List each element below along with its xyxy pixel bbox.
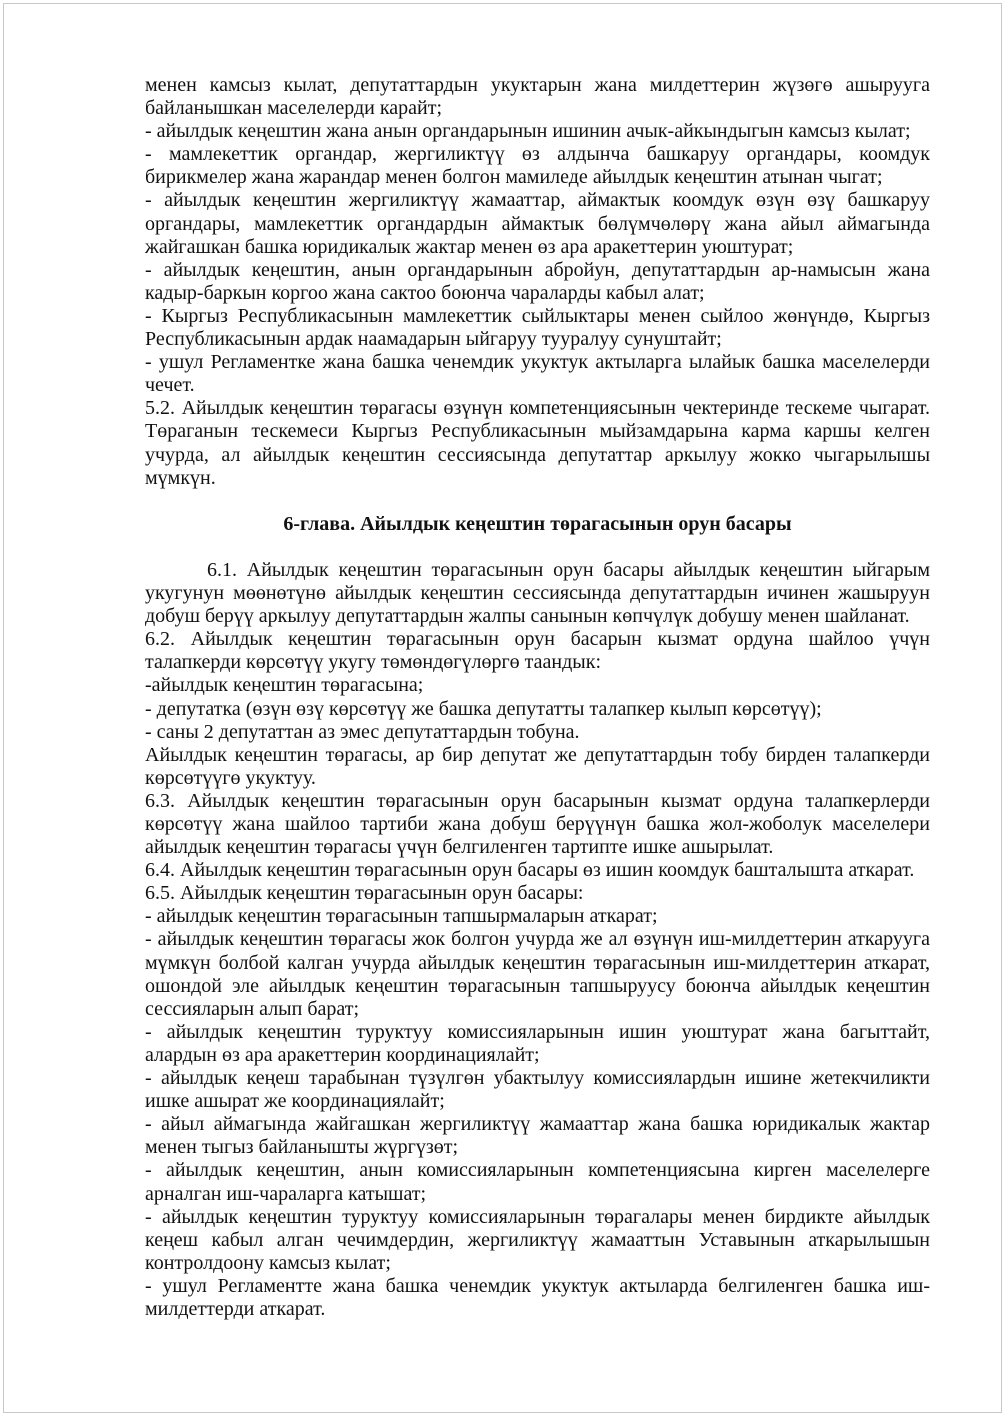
text-line: сессияларын алып барат; — [145, 997, 360, 1020]
paragraph — [145, 189, 930, 258]
paragraph — [145, 928, 930, 1020]
paragraph — [145, 397, 930, 489]
text-line: кадыр-баркын коргоо жана сактоо боюнча чараларды кабыл алат; — [145, 281, 705, 304]
paragraph — [145, 882, 930, 905]
text-line: - депутатка (өзүн өзү көрсөтүү же башка депутатты талапкер кылып көрсөтүү); — [145, 697, 822, 720]
text-line: - айылдык кеңештин, анын комиссияларынын компетенциясына кирген маселелерге — [145, 1159, 930, 1182]
paragraph — [145, 1159, 930, 1205]
paragraph — [145, 1206, 930, 1275]
paragraph — [145, 859, 930, 882]
section-5-continuation — [145, 74, 930, 490]
paragraph — [145, 1021, 930, 1067]
text-line: контролдоону камсыз кылат; — [145, 1251, 391, 1274]
text-line: - ушул Регламентке жана башка ченемдик укуктук актыларга ылайык башка маселелерди — [145, 351, 930, 374]
chapter-heading: 6-глава. Айылдык кеңештин төрагасынын орун басары — [283, 512, 792, 535]
text-line: - айылдык кеңештин туруктуу комиссияларынын ишин уюштурат жана багыттайт, — [145, 1020, 930, 1043]
text-line: арналган иш-чараларга катышат; — [145, 1182, 427, 1205]
paragraph — [145, 74, 930, 120]
text-line: кеңеш кабыл алган чечимдердин, жергиликтүү жамааттын Уставынын аткарылышын — [145, 1228, 930, 1251]
paragraph — [145, 259, 930, 305]
text-line: - айылдык кеңеш тарабынан түзүлгөн убактылуу комиссиялардын ишине жетекчиликти — [145, 1067, 930, 1090]
paragraph — [145, 120, 930, 143]
text-line: - айылдык кеңештин төрагасынын тапшырмаларын аткарат; — [145, 905, 658, 928]
text-line: - ушул Регламентте жана башка ченемдик укуктук актыларда белгиленген башка иш- — [145, 1274, 930, 1297]
text-line: 6.3. Айылдык кеңештин төрагасынын орун басарынын кызмат ордуна талапкерлерди — [145, 789, 930, 812]
text-line: добуш берүү аркылуу депутаттардын жалпы санынын көпчүлүк добушу менен шайланат. — [145, 605, 910, 628]
text-line: укугунун мөөнөтүнө айылдык кеңештин сессиясында депутаттардын ичинен жашыруун — [145, 582, 930, 605]
paragraph — [145, 628, 930, 674]
text-line: менен тыгыз байланышты жүргүзөт; — [145, 1136, 459, 1159]
paragraph — [145, 721, 930, 744]
paragraph — [145, 351, 930, 397]
text-line: - мамлекеттик органдар, жергиликтүү өз алдынча башкаруу органдары, коомдук — [145, 143, 930, 166]
blank-line — [145, 536, 930, 559]
text-line: 6.1. Айылдык кеңештин төрагасынын орун басары айылдык кеңештин ыйгарым — [207, 558, 930, 581]
text-line: 5.2. Айылдык кеңештин төрагасы өзүнүн компетенциясынын чектеринде тескеме чыгарат. — [145, 397, 930, 420]
text-line: - саны 2 депутаттан аз эмес депутаттардын тобуна. — [145, 720, 580, 743]
text-line: - айылдык кеңештин жана анын органдарынын ишинин ачык-айкындыгын камсыз кылат; — [145, 120, 911, 143]
text-line: мүмкүн болбой калган учурда айылдык кеңештин төрагасынын иш-милдеттерин аткарат, — [145, 951, 930, 974]
text-line: Айылдык кеңештин төрагасы, ар бир депутат же депутаттардын тобу бирден талапкерди — [145, 743, 930, 766]
text-line: айылдык кеңештин төрагасы үчүн белгиленген тартипте ишке ашырылат. — [145, 836, 774, 859]
blank-line — [145, 490, 930, 513]
text-line: органдары, мамлекеттик органдардын аймактык бөлүмчөлөрү жана айыл аймагында — [145, 212, 930, 235]
text-line: 6.5. Айылдык кеңештин төрагасынын орун басары: — [145, 882, 584, 905]
text-line: - айылдык кеңештин төрагасы жок болгон учурда же ал өзүнүн иш-милдеттерин аткарууга — [145, 928, 930, 951]
text-line: - айылдык кеңештин туруктуу комиссияларынын төрагалары менен бирдикте айылдык — [145, 1205, 930, 1228]
text-line: көрсөтүү жана шайлоо тартиби жана добуш берүүнүн башка жол-жоболук маселелери — [145, 813, 930, 835]
text-line: ошондой эле айылдык кеңештин төрагасынын тапшыруусу боюнча айылдык кеңештин — [145, 974, 930, 997]
paragraph — [145, 305, 930, 351]
text-line: 6.2. Айылдык кеңештин төрагасынын орун басарын кызмат ордуна шайлоо үчүн — [145, 628, 930, 651]
paragraph — [145, 1275, 930, 1321]
text-line: - айылдык кеңештин, анын органдарынын абройун, депутаттардын ар-намысын жана — [145, 258, 930, 281]
text-line: Республикасынын ардак наамадарын ыйгаруу тууралуу сунуштайт; — [145, 328, 722, 351]
text-line: ишке ашырат же координациялайт; — [145, 1090, 445, 1113]
text-line: көрсөтүүгө укуктуу. — [145, 766, 316, 789]
text-line: алардын өз ара аракеттерин координациялайт; — [145, 1043, 540, 1066]
text-line: -айылдык кеңештин төрагасына; — [145, 674, 424, 697]
text-line: - айыл аймагында жайгашкан жергиликтүү жамааттар жана башка юридикалык жактар — [145, 1113, 930, 1136]
paragraph — [145, 674, 930, 697]
text-line: байланышкан маселелерди карайт; — [145, 97, 443, 120]
paragraph — [145, 744, 930, 790]
text-line: мүмкүн. — [145, 466, 216, 489]
paragraph — [145, 559, 930, 628]
paragraph — [145, 905, 930, 928]
paragraph — [145, 698, 930, 721]
text-line: учурда, ал айылдык кеңештин сессиясында депутаттар аркылуу жокко чыгарылышы — [145, 443, 930, 466]
text-line: 6.4. Айылдык кеңештин төрагасынын орун басары өз ишин коомдук башталышта аткарат. — [145, 859, 915, 882]
text-line: - айылдык кеңештин жергиликтүү жамааттар, аймактык коомдук өзүн өзү башкаруу — [145, 189, 930, 212]
text-line: - Кыргыз Республикасынын мамлекеттик сыйлыктары менен сыйлоо жөнүндө, Кыргыз — [145, 304, 930, 327]
paragraph — [145, 1067, 930, 1113]
paragraph — [145, 1113, 930, 1159]
text-line: милдеттерди аткарат. — [145, 1297, 326, 1320]
paragraph — [145, 790, 930, 859]
paragraph — [145, 143, 930, 189]
text-line: бирикмелер жана жарандар менен болгон мамиледе айылдык кеңештин атынан чыгат; — [145, 166, 883, 189]
text-line: талапкерди көрсөтүү укугу төмөндөгүлөргө таандык: — [145, 651, 602, 674]
text-line: Төраганын тескемеси Кыргыз Республикасынын мыйзамдарына карма каршы келген — [145, 420, 930, 443]
text-line: чечет. — [145, 374, 195, 397]
text-line: жайгашкан башка юридикалык жактар менен өз ара аракеттерин уюштурат; — [145, 235, 794, 258]
text-line: менен камсыз кылат, депутаттардын укуктарын жана милдеттерин жүзөгө ашырууга — [145, 74, 930, 96]
chapter-6-body — [145, 559, 930, 1321]
document-body — [145, 74, 930, 1321]
